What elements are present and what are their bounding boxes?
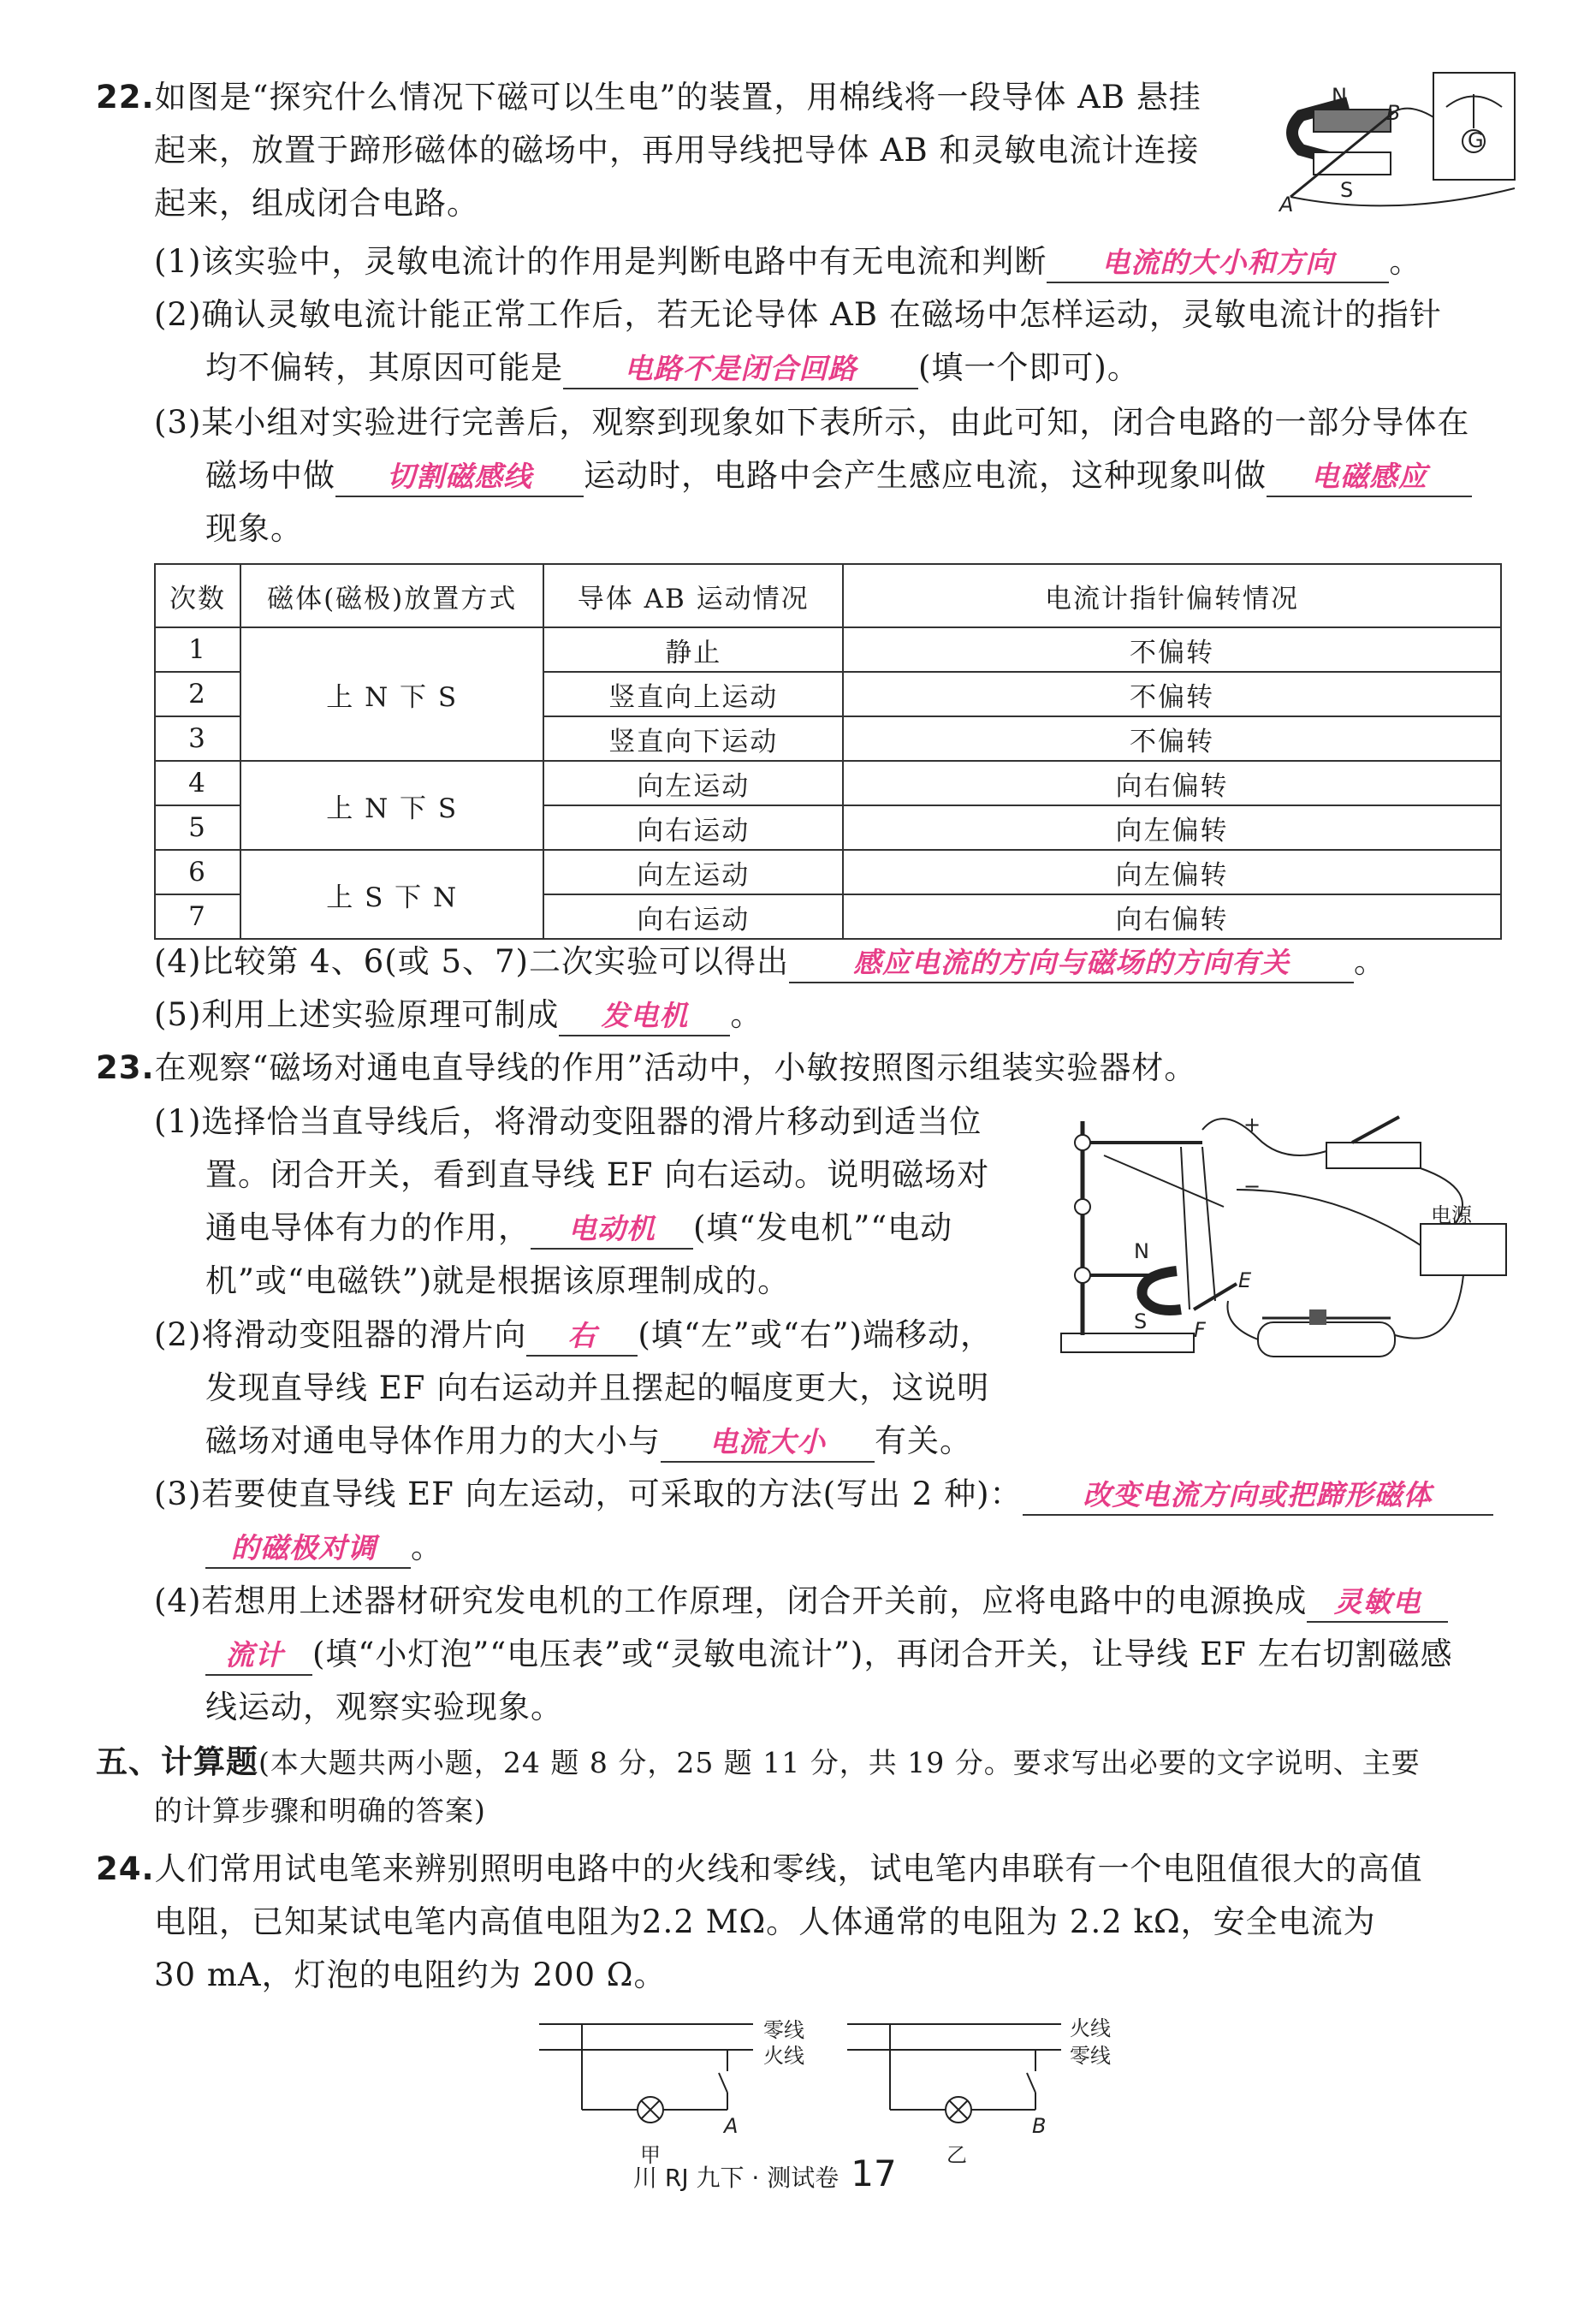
magnet-orientation: 上 N 下 S: [240, 761, 544, 850]
yi-caption: 乙: [946, 2143, 967, 2167]
table-header-deflection: 电流计指针偏转情况: [843, 564, 1501, 627]
q23-part4-line3: 线运动，观察实验现象。: [205, 1689, 563, 1725]
q24-circuit-figures: [539, 2011, 1138, 2140]
q23-part1-line2: 置。闭合开关，看到直导线 EF 向右运动。说明磁场对: [205, 1156, 990, 1193]
section5-header: [96, 1740, 1421, 1785]
q22-part5-answer: 发电机: [559, 997, 730, 1036]
q24-line3: 30 mA，灯泡的电阻约为 200 Ω。: [154, 1957, 667, 1993]
experiment-table: [154, 563, 1502, 940]
q22-part3-line1: (3)某小组对实验进行完善后，观察到现象如下表所示，由此可知，闭合电路的一部分导体在: [154, 404, 1470, 441]
rheostat-slider: [1309, 1309, 1326, 1325]
table-row: [155, 627, 1501, 672]
conductor-motion: 向右运动: [543, 805, 843, 850]
q22-part2-answer: 电路不是闭合回路: [563, 350, 918, 389]
wire-to-switch: [1202, 1119, 1326, 1155]
q23-label-s: S: [1134, 1309, 1148, 1333]
q23-apparatus-figure: [1053, 1104, 1515, 1387]
q22-part1-end: 。: [1389, 243, 1422, 280]
row-number: 7: [155, 894, 240, 939]
q22-part4-end: 。: [1353, 943, 1386, 980]
needle-deflection: 向左偏转: [843, 850, 1501, 894]
q22-part4-text: (4)比较第 4、6(或 5、7)二次实验可以得出: [154, 943, 789, 980]
q24-line1: [96, 1847, 1423, 1891]
q22-part1-text: (1)该实验中，灵敏电流计的作用是判断电路中有无电流和判断: [154, 243, 1047, 280]
q23-part4-answer-a: 灵敏电: [1307, 1583, 1448, 1623]
q23-stem: [96, 1046, 1196, 1090]
conductor-motion: 向左运动: [543, 850, 843, 894]
q23-part1-text: 通电导体有力的作用，: [205, 1209, 531, 1246]
conductor-motion: 向右运动: [543, 894, 843, 939]
jia-label-top: 零线: [763, 2018, 804, 2042]
wire-b: [1395, 109, 1438, 120]
q22-part3-text2: 运动时，电路中会产生感应电流，这种现象叫做: [584, 457, 1267, 494]
wire-rheostat-ef: [1227, 1301, 1258, 1339]
q23-label-plus: +: [1243, 1113, 1261, 1137]
q22-stem-line1: [96, 75, 1201, 120]
q22-part1: [154, 240, 1421, 284]
circuit-yi: [847, 2024, 1061, 2123]
row-number: 4: [155, 761, 240, 805]
q22-part3-line3: 现象。: [205, 510, 303, 547]
conductor-motion: 竖直向下运动: [543, 716, 843, 761]
q22-label-g: G: [1468, 128, 1484, 152]
yi-label-point: B: [1032, 2114, 1047, 2138]
q22-part1-answer: 电流的大小和方向: [1047, 244, 1389, 283]
straight-wire-ef: [1194, 1284, 1237, 1309]
table-header-magnet: 磁体(磁极)放置方式: [240, 564, 544, 627]
q22-stem-text1: 如图是“探究什么情况下磁可以生电”的装置，用棉线将一段导体 AB 悬挂: [154, 79, 1201, 116]
q22-part4: [154, 940, 1386, 984]
row-number: 2: [155, 672, 240, 716]
clamp-top: [1075, 1135, 1090, 1150]
magnet-n-pole: [1314, 110, 1391, 132]
row-number: 1: [155, 627, 240, 672]
section5-desc2: 的计算步骤和明确的答案): [154, 1794, 486, 1827]
page-number: 17: [851, 2153, 897, 2194]
q22-number: 22.: [96, 79, 155, 116]
section5-desc1: (本大题共两小题，24 题 8 分，25 题 11 分，共 19 分。要求写出必要的文字说明、主要: [258, 1746, 1421, 1779]
jia-switch-blade: [719, 2073, 727, 2093]
row-number: 3: [155, 716, 240, 761]
q23-part2-text2: (填“左”或“右”)端移动，: [638, 1316, 993, 1353]
q23-label-e: E: [1238, 1268, 1252, 1292]
q23-label-f: F: [1194, 1318, 1206, 1342]
q22-part5: [154, 993, 762, 1037]
needle-deflection: 向右偏转: [843, 761, 1501, 805]
conductor-motion: 静止: [543, 627, 843, 672]
power-supply-box: [1421, 1224, 1506, 1275]
q22-part2-line1: (2)确认灵敏电流计能正常工作后，若无论导体 AB 在磁场中怎样运动，灵敏电流计的指针: [154, 296, 1442, 333]
jia-label-bottom: 火线: [763, 2044, 804, 2068]
table-header-count: 次数: [155, 564, 240, 627]
needle-deflection: 不偏转: [843, 716, 1501, 761]
q23-part3-end: 。: [411, 1529, 443, 1565]
jia-caption: 甲: [640, 2143, 661, 2167]
clamp-middle: [1075, 1199, 1090, 1214]
wire-power-rheostat: [1395, 1275, 1463, 1339]
q23-part1-line1: (1)选择恰当直导线后，将滑动变阻器的滑片移动到适当位: [154, 1103, 982, 1140]
table-header-row: [155, 564, 1501, 627]
suspension-wire-3: [1202, 1147, 1215, 1301]
page-footer: [633, 2153, 897, 2194]
needle-deflection: 不偏转: [843, 627, 1501, 672]
clamp-bottom: [1075, 1268, 1090, 1283]
q23-part2-line3: [205, 1419, 972, 1464]
q22-label-a: A: [1279, 193, 1294, 217]
q23-label-n: N: [1134, 1239, 1149, 1263]
yi-label-bottom: 零线: [1070, 2044, 1111, 2068]
q22-part3-line2: [205, 454, 1472, 498]
q22-stem-line2: 起来，放置于蹄形磁体的磁场中，再用导线把导体 AB 和灵敏电流计连接: [154, 132, 1200, 169]
magnet-orientation: 上 S 下 N: [240, 850, 544, 939]
q22-part2-line2: [205, 346, 1140, 390]
q23-part3-answer-a: 改变电流方向或把蹄形磁体: [1023, 1476, 1493, 1516]
section5-title: 五、计算题: [96, 1743, 258, 1780]
q22-part2-text: 均不偏转，其原因可能是: [205, 349, 563, 386]
q23-part3-answer-b: 的磁极对调: [205, 1529, 411, 1569]
q22-label-b: B: [1386, 101, 1401, 125]
q22-part2-end: (填一个即可)。: [918, 349, 1140, 386]
q23-part1-tail: (填“发电机”“电动: [693, 1209, 953, 1246]
q23-part2-text4: 有关。: [875, 1422, 972, 1459]
q23-part4-line2: [205, 1632, 1453, 1677]
q23-part4-line1: [154, 1579, 1448, 1624]
q22-part3-answer1: 切割磁感线: [335, 458, 584, 497]
needle-deflection: 向左偏转: [843, 805, 1501, 850]
circuit-jia: [539, 2024, 753, 2123]
q22-apparatus-figure: [1267, 68, 1523, 218]
jia-label-point: A: [724, 2114, 739, 2138]
row-number: 6: [155, 850, 240, 894]
q23-label-minus: −: [1243, 1174, 1261, 1198]
yi-label-top: 火线: [1070, 2016, 1111, 2040]
conductor-motion: 竖直向上运动: [543, 672, 843, 716]
horseshoe-magnet: [1142, 1271, 1182, 1310]
q23-stem-text: 在观察“磁场对通电直导线的作用”活动中，小敏按照图示组装实验器材。: [154, 1049, 1197, 1086]
q22-label-s: S: [1340, 178, 1354, 202]
q22-part5-text: (5)利用上述实验原理可制成: [154, 996, 560, 1033]
q24-text1: 人们常用试电笔来辨别照明电路中的火线和零线，试电笔内串联有一个电阻值很大的高值: [154, 1850, 1423, 1887]
q23-part4-text2: (填“小灯泡”“电压表”或“灵敏电流计”)，再闭合开关，让导线 EF 左右切割磁感: [312, 1636, 1453, 1672]
table-row: [155, 761, 1501, 805]
q23-part4-text: (4)若想用上述器材研究发电机的工作原理，闭合开关前，应将电路中的电源换成: [154, 1582, 1308, 1619]
q23-part2-answer2: 电流大小: [661, 1423, 875, 1463]
q24-line2: 电阻，已知某试电笔内高值电阻为2.2 MΩ。人体通常的电阻为 2.2 kΩ，安全电流为: [154, 1903, 1376, 1940]
q23-part3-text: (3)若要使直导线 EF 向左运动，可采取的方法(写出 2 种)：: [154, 1476, 1023, 1512]
q23-part2-line2: 发现直导线 EF 向右运动并且摆起的幅度更大，这说明: [205, 1369, 990, 1406]
stand-base: [1061, 1333, 1194, 1352]
q23-part1-answer: 电动机: [531, 1210, 693, 1250]
q22-stem-line3: 起来，组成闭合电路。: [154, 185, 479, 222]
q23-part3-line2: [205, 1525, 443, 1570]
q22-part3-answer2: 电磁感应: [1267, 458, 1472, 497]
q22-part4-answer: 感应电流的方向与磁场的方向有关: [789, 944, 1354, 983]
magnet-s-pole: [1314, 152, 1391, 175]
q24-number: 24.: [96, 1850, 155, 1887]
needle-deflection: 不偏转: [843, 672, 1501, 716]
q23-part2-answer1: 右: [526, 1317, 638, 1357]
q23-part4-answer-b: 流计: [205, 1636, 312, 1676]
q23-label-power: 电源: [1431, 1203, 1472, 1227]
q22-part3-text1: 磁场中做: [205, 457, 335, 494]
q22-part5-end: 。: [730, 996, 763, 1033]
needle-deflection: 向右偏转: [843, 894, 1501, 939]
wire-to-power: [1237, 1190, 1421, 1245]
wire-a: [1290, 188, 1515, 205]
yi-switch-blade: [1027, 2073, 1035, 2093]
q23-part2-line1: [154, 1313, 993, 1357]
q22-label-n: N: [1332, 84, 1347, 108]
footer-text: 川 RJ 九下 · 测试卷: [633, 2164, 840, 2192]
switch-base: [1326, 1143, 1421, 1168]
q23-part3-line1: [154, 1472, 1493, 1517]
q23-part1-line3: [205, 1206, 952, 1250]
table-header-motion: 导体 AB 运动情况: [543, 564, 843, 627]
suspension-wire-2: [1181, 1147, 1190, 1309]
conductor-motion: 向左运动: [543, 761, 843, 805]
q23-part2-text1: (2)将滑动变阻器的滑片向: [154, 1316, 527, 1353]
magnet-orientation: 上 N 下 S: [240, 627, 544, 761]
switch-lever: [1352, 1117, 1399, 1143]
rheostat-coil: [1258, 1322, 1395, 1357]
q23-number: 23.: [96, 1049, 155, 1086]
table-row: [155, 850, 1501, 894]
q23-part2-text3: 磁场对通电导体作用力的大小与: [205, 1422, 661, 1459]
row-number: 5: [155, 805, 240, 850]
q23-part1-line4: 机”或“电磁铁”)就是根据该原理制成的。: [205, 1262, 791, 1299]
